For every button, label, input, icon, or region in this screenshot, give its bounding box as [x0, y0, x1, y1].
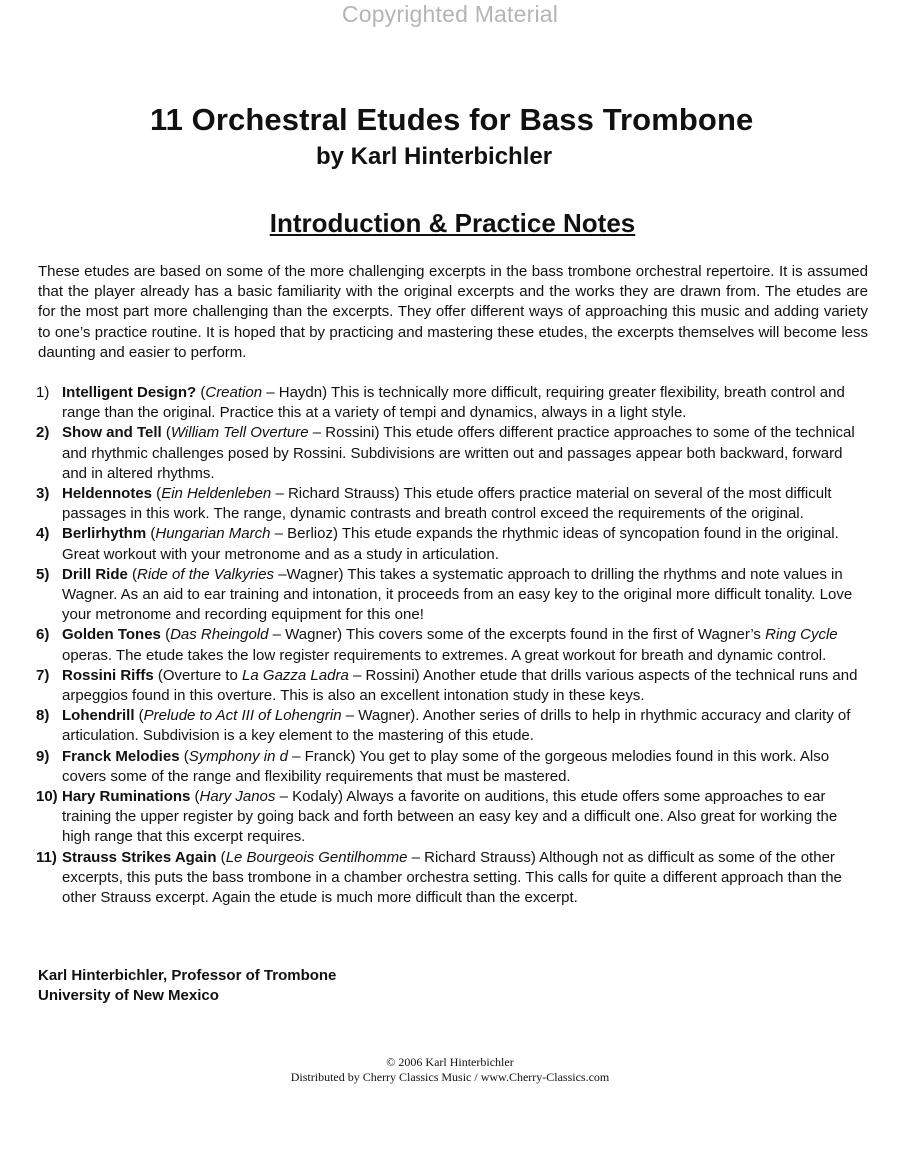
- etude-name: Hary Ruminations: [62, 788, 191, 806]
- etude-text: – Kodaly) Always a favorite on auditions, this etude offers some approaches to ear training the upper register by going back and forth between an easy key and a difficult one. Also great for working the high range that this excerpt requires.: [62, 788, 838, 846]
- etude-text: (: [161, 424, 171, 442]
- etude-name: Drill Ride: [62, 565, 128, 583]
- etude-number: 1): [36, 384, 50, 401]
- etude-name: Franck Melodies: [62, 747, 180, 765]
- etude-number: 2): [36, 424, 50, 442]
- etude-number: 9): [36, 747, 50, 765]
- etude-text: – Franck) You get to play some of the gorgeous melodies found in this work. Also covers some of the range and flexibility requirements that must be mastered.: [62, 747, 830, 785]
- etude-name: Rossini Riffs: [62, 666, 154, 684]
- etude-text: (: [146, 525, 156, 543]
- etude-list: [36, 383, 868, 908]
- etude-text: (: [127, 565, 138, 583]
- intro-paragraph: These etudes are based on some of the more challenging excerpts in the bass trombone orchestral repertoire. It is assumed that the player already has a basic familiarity with the original excerpts and the works they are drawn from. The etudes are for the most part more challenging than the excerpts. They offer different ways of approaching this music and adding variety to one’s practice routine. It is hoped that by practicing and mastering these etudes, the excerpts themselves will become less daunting and easier to perform.: [38, 263, 868, 361]
- etude-number: 3): [36, 485, 50, 503]
- section-heading: Introduction & Practice Notes: [269, 208, 636, 238]
- etude-item: [36, 484, 868, 524]
- etude-item: [36, 666, 868, 706]
- etude-item: [36, 524, 868, 564]
- etude-work: Hary Janos: [199, 788, 276, 806]
- etude-number: 10): [36, 788, 58, 806]
- etude-text: –Wagner) This takes a systematic approach to drilling the rhythms and note values in Wagner. As an aid to ear training and intonation, it proceeds from an easy key to the original more difficult tonality. Love your metronome and recording equipment for this one!: [62, 565, 853, 624]
- etude-work: Symphony in d: [188, 747, 288, 765]
- etude-name: Lohendrill: [62, 707, 135, 725]
- etude-text: – Rossini) This etude offers different practice approaches to some of the technical and rhythmic challenges posed by Rossini. Subdivisions are written out and passages appear both backward, forward and in altered rhythms.: [62, 424, 855, 482]
- etude-text: (: [196, 384, 206, 401]
- etude-text: – Wagner) This covers some of the excerpts found in the first of Wagner’s: [268, 626, 766, 644]
- etude-text: – Richard Strauss) This etude offers practice material on several of the most difficult passages in this work. The range, dynamic contrasts and breath control exceed the requirements of the original.: [62, 485, 832, 523]
- etude-text: (Overture to: [153, 666, 243, 684]
- etude-text: (: [179, 747, 189, 765]
- document-author: by Karl Hinterbichler: [316, 143, 553, 170]
- etude-work: Creation: [205, 384, 263, 401]
- etude-work: Ein Heldenleben: [161, 485, 272, 503]
- etude-number: 7): [36, 666, 50, 684]
- etude-item: [36, 787, 868, 848]
- document-title: 11 Orchestral Etudes for Bass Trombone: [150, 102, 754, 137]
- etude-number: 5): [36, 565, 50, 583]
- etude-work: Ring Cycle: [765, 626, 838, 644]
- etude-work: La Gazza Ladra: [242, 666, 349, 684]
- signature-name: Karl Hinterbichler, Professor of Trombone: [38, 967, 337, 984]
- etude-name: Golden Tones: [62, 626, 161, 644]
- etude-item: [36, 423, 868, 484]
- etude-item: [36, 706, 868, 746]
- etude-item: [36, 625, 868, 665]
- footer-copyright: © 2006 Karl Hinterbichler: [386, 1055, 514, 1069]
- page-footer: [0, 1055, 900, 1085]
- etude-text: (: [160, 626, 171, 644]
- etude-name: Strauss Strikes Again: [62, 848, 217, 866]
- copyright-watermark: Copyrighted Material: [341, 1, 559, 27]
- etude-text: – Haydn) This is technically more difficult, requiring greater flexibility, breath control and range than the original. Practice this at a variety of tempi and dynamics, always in a light style.: [62, 384, 845, 422]
- etude-number: 4): [36, 525, 50, 543]
- etude-work: Le Bourgeois Gentilhomme: [225, 848, 408, 866]
- etude-work: Ride of the Valkyries: [137, 565, 275, 583]
- etude-name: Heldennotes: [62, 485, 153, 503]
- etude-text: operas. The etude takes the low register requirements to extremes. A great workout for breath and dynamic control.: [62, 646, 827, 664]
- etude-work: Prelude to Act III of Lohengrin: [143, 707, 342, 725]
- etude-name: Berlirhythm: [62, 525, 147, 543]
- etude-item: [36, 747, 868, 787]
- etude-text: (: [216, 848, 226, 866]
- etude-item: [36, 565, 868, 626]
- etude-name: Show and Tell: [62, 424, 162, 442]
- etude-number: 8): [36, 707, 50, 725]
- etude-item: [36, 383, 868, 423]
- etude-text: (: [152, 485, 162, 503]
- signature-block: [38, 966, 336, 1006]
- etude-text: – Rossini) Another etude that drills various aspects of the technical runs and arpeggios found in this overture. This is also an excellent intonation study in these keys.: [62, 666, 858, 705]
- etude-text: – Berlioz) This etude expands the rhythmic ideas of syncopation found in the original. Great workout with your metronome and as a study in articulation.: [62, 525, 839, 563]
- etude-number: 6): [36, 626, 50, 644]
- etude-item: [36, 848, 868, 909]
- etude-text: (: [134, 707, 144, 725]
- etude-text: – Richard Strauss) Although not as difficult as some of the other excerpts, this puts the bass trombone in a chamber orchestra setting. This calls for quite a different approach than the other Strauss excerpt. Again the etude is much more difficult than the excerpt.: [62, 848, 842, 907]
- etude-work: Hungarian March: [155, 525, 271, 543]
- etude-number: 11): [36, 848, 57, 866]
- etude-work: William Tell Overture: [170, 424, 309, 442]
- etude-name: Intelligent Design?: [62, 384, 197, 401]
- etude-text: – Wagner). Another series of drills to help in rhythmic accuracy and clarity of articulation. Subdivision is a key element to the mastering of this etude.: [62, 707, 851, 745]
- signature-institution: University of New Mexico: [38, 987, 219, 1005]
- etude-work: Das Rheingold: [170, 626, 269, 644]
- etude-text: (: [190, 788, 200, 806]
- footer-distributor: Distributed by Cherry Classics Music / www.Cherry-Classics.com: [290, 1070, 610, 1084]
